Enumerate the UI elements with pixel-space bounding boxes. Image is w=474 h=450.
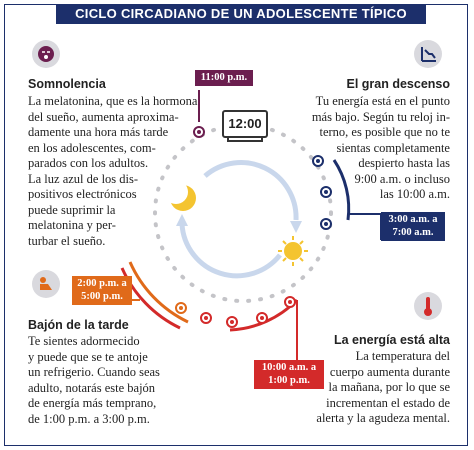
text-energia: La temperatura del cuerpo aumenta durante la mañana, por lo que se incrementan el estado de alerta y la agudeza mental. bbox=[316, 349, 450, 425]
page-title: CICLO CIRCADIANO DE UN ADOLESCENTE TÍPICO bbox=[56, 4, 426, 24]
descending-chart-icon bbox=[414, 40, 442, 68]
tag-10am-1pm: 10:00 a.m. a 1:00 p.m. bbox=[254, 360, 324, 389]
text-bajon: Te sientes adormecido y puede que se te antoje un refrigerio. Cuando seas adulto, notarás este bajón de energía más temprano, de 1:00 p.m. a 3:00 p.m. bbox=[28, 334, 160, 426]
text-descenso: Tu energía está en el punto más bajo. Según tu reloj in- terno, es posible que no te sientas completamente despierto hasta las 9:00 a.m. o incluso las 10:00 a.m. bbox=[311, 94, 450, 201]
heading-descenso: El gran descenso bbox=[346, 77, 450, 91]
heading-bajon: Bajón de la tarde bbox=[28, 318, 129, 332]
text-somnolencia: La melatonina, que es la hormona del sueño, aumenta aproxima- damente una hora más tarde en los adolescentes, com- parados con los adultos. La luz azul de los dis- positivos electrónicos puede suprimir la melatonina y per- turbar el sueño. bbox=[28, 94, 198, 248]
tag-3am-7am: 3:00 a.m. a 7:00 a.m. bbox=[381, 212, 445, 241]
sun-icon bbox=[278, 236, 308, 266]
thermometer-icon bbox=[414, 292, 442, 320]
digital-clock: 12:00 bbox=[222, 110, 268, 138]
tired-person-icon bbox=[32, 270, 60, 298]
sleepy-face-icon bbox=[32, 40, 60, 68]
heading-energia: La energía está alta bbox=[333, 333, 450, 347]
tag-11pm: 11:00 p.m. bbox=[195, 70, 253, 86]
tag-2pm-5pm: 2:00 p.m. a 5:00 p.m. bbox=[72, 276, 132, 305]
arrow-head-right bbox=[290, 221, 302, 233]
heading-somnolencia: Somnolencia bbox=[28, 77, 106, 91]
